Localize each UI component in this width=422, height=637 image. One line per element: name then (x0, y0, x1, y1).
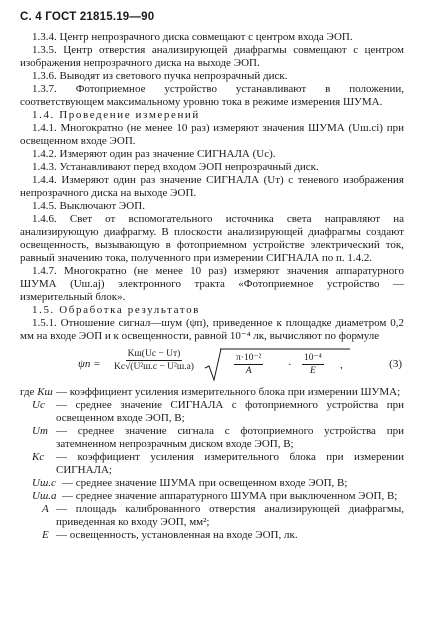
formula-denominator-3: E (310, 366, 316, 376)
page-header: С. 4 ГОСТ 21815.19—90 (20, 11, 155, 23)
formula-number: (3) (389, 358, 402, 370)
symbol-uт: Uт (32, 425, 48, 437)
paragraph-1-4-3: 1.4.3. Устанавливают перед входом ЭОП непрозрачный диск. (32, 161, 319, 173)
definition-text-a: — площадь калиброванного отверстия анализирующей диафрагмы, приведенная ко входу ЭОП, мм²; (56, 503, 404, 528)
definitions-where: где (20, 386, 35, 398)
section-heading-1-5: 1.5. Обработка результатов (32, 304, 200, 316)
paragraph-1-4-4: 1.4.4. Измеряют один раз значение СИГНАЛА (Uт) с теневого изображения непрозрачного диска на выходе ЭОП. (20, 174, 404, 199)
definition-kш (20, 386, 404, 399)
definition-kс (20, 451, 404, 477)
square-root-sign (204, 348, 222, 382)
paragraph-1-3-4: 1.3.4. Центр непрозрачного диска совмещают с центром входа ЭОП. (32, 31, 353, 43)
definition-uс (20, 399, 404, 425)
formula-fraction-area (234, 352, 263, 378)
symbol-kс: Kс (32, 451, 45, 463)
paragraph-1-3-6: 1.3.6. Выводят из светового пучка непрозрачный диск. (32, 70, 288, 82)
formula-3 (20, 346, 404, 384)
square-root-overline (220, 348, 350, 350)
definitions-list (20, 386, 404, 542)
formula-fraction-signal (112, 348, 196, 374)
definition-text-kс: — коэффициент усиления измерительного блока при измерении СИГНАЛА; (56, 451, 404, 476)
formula-lhs: ψп = (78, 358, 101, 370)
paragraph-1-4-6: 1.4.6. Свет от вспомогательного источника света направляют на анализирующую диафрагму. В плоскости анализирующей диафрагмы создают освещенность, вызывающую в фотоприемном устройстве электрический ток, равный значению тока, полученного при измерении СИГНАЛА по п. 1.4.2. (20, 213, 404, 264)
definition-text-uт: — среднее значение сигнала с фотоприемного устройства при затемненном непрозрачным диском входе ЭОП, В; (56, 425, 404, 450)
paragraph-1-3-5: 1.3.5. Центр отверстия анализирующей диафрагмы совмещают с центром изображения непрозрачного диска на выходе ЭОП. (20, 44, 404, 69)
definition-uт (20, 425, 404, 451)
section-heading-1-4: 1.4. Проведение измерений (32, 109, 200, 121)
formula-denominator-1: Kс√(U²ш.с − U²ш.а) (114, 362, 194, 372)
paragraph-1-4-7: 1.4.7. Многократно (не менее 10 раз) измеряют значения аппаратурного ШУМА (Uш.аj) электронного тракта «Фотоприемное устройство — измерительный блок». (20, 265, 404, 303)
formula-multiply-sign: · (288, 359, 292, 371)
symbol-kш: Kш (37, 386, 53, 398)
definition-text-uс: — среднее значение СИГНАЛА с фотоприемного устройства при освещенном входе ЭОП, В; (56, 399, 404, 424)
definition-text-uша: — среднее значение аппаратурного ШУМА при выключенном ЭОП, В; (62, 490, 398, 502)
formula-numerator-2: π·10⁻² (236, 353, 262, 363)
formula-numerator-1: Kш(Uс − Uт) (127, 349, 181, 359)
formula-end-comma: , (340, 359, 343, 371)
paragraph-1-4-1: 1.4.1. Многократно (не менее 10 раз) измеряют значения ШУМА (Uш.сi) при освещенном входе ЭОП. (20, 122, 404, 147)
definition-text-uшс: — среднее значение ШУМА при освещенном входе ЭОП, В; (62, 477, 348, 489)
paragraph-1-3-7: 1.3.7. Фотоприемное устройство устанавливают в положении, соответствующем максимальному уровню тока в режиме измерения ШУМА. (20, 83, 404, 108)
document-body (20, 31, 404, 542)
definition-text-kш: — коэффициент усиления измерительного блока при измерении ШУМА; (56, 386, 401, 398)
formula-denominator-2: A (245, 366, 252, 376)
paragraph-1-4-2: 1.4.2. Измеряют один раз значение СИГНАЛА (Uс). (32, 148, 276, 160)
symbol-uс: Uс (32, 399, 45, 411)
definition-text-e: — освещенность, установленная на входе ЭОП, лк. (56, 529, 298, 541)
symbol-uшс: Uш.с (32, 477, 56, 489)
definition-uша (20, 490, 404, 503)
symbol-uша: Uш.а (32, 490, 57, 502)
paragraph-1-4-5: 1.4.5. Выключают ЭОП. (32, 200, 145, 212)
definition-a (20, 503, 404, 529)
definition-uшс (20, 477, 404, 490)
formula-numerator-3: 10⁻⁴ (304, 353, 322, 363)
symbol-a: A (42, 503, 49, 515)
paragraph-1-5-1: 1.5.1. Отношение сигнал—шум (ψп), приведенное к площадке диаметром 0,2 мм на входе ЭОП и к освещенности, равной 10⁻⁴ лк, вычисляют по формуле (20, 317, 404, 342)
definition-e (20, 529, 404, 542)
symbol-e: E (42, 529, 49, 541)
formula-fraction-illuminance (302, 352, 324, 378)
